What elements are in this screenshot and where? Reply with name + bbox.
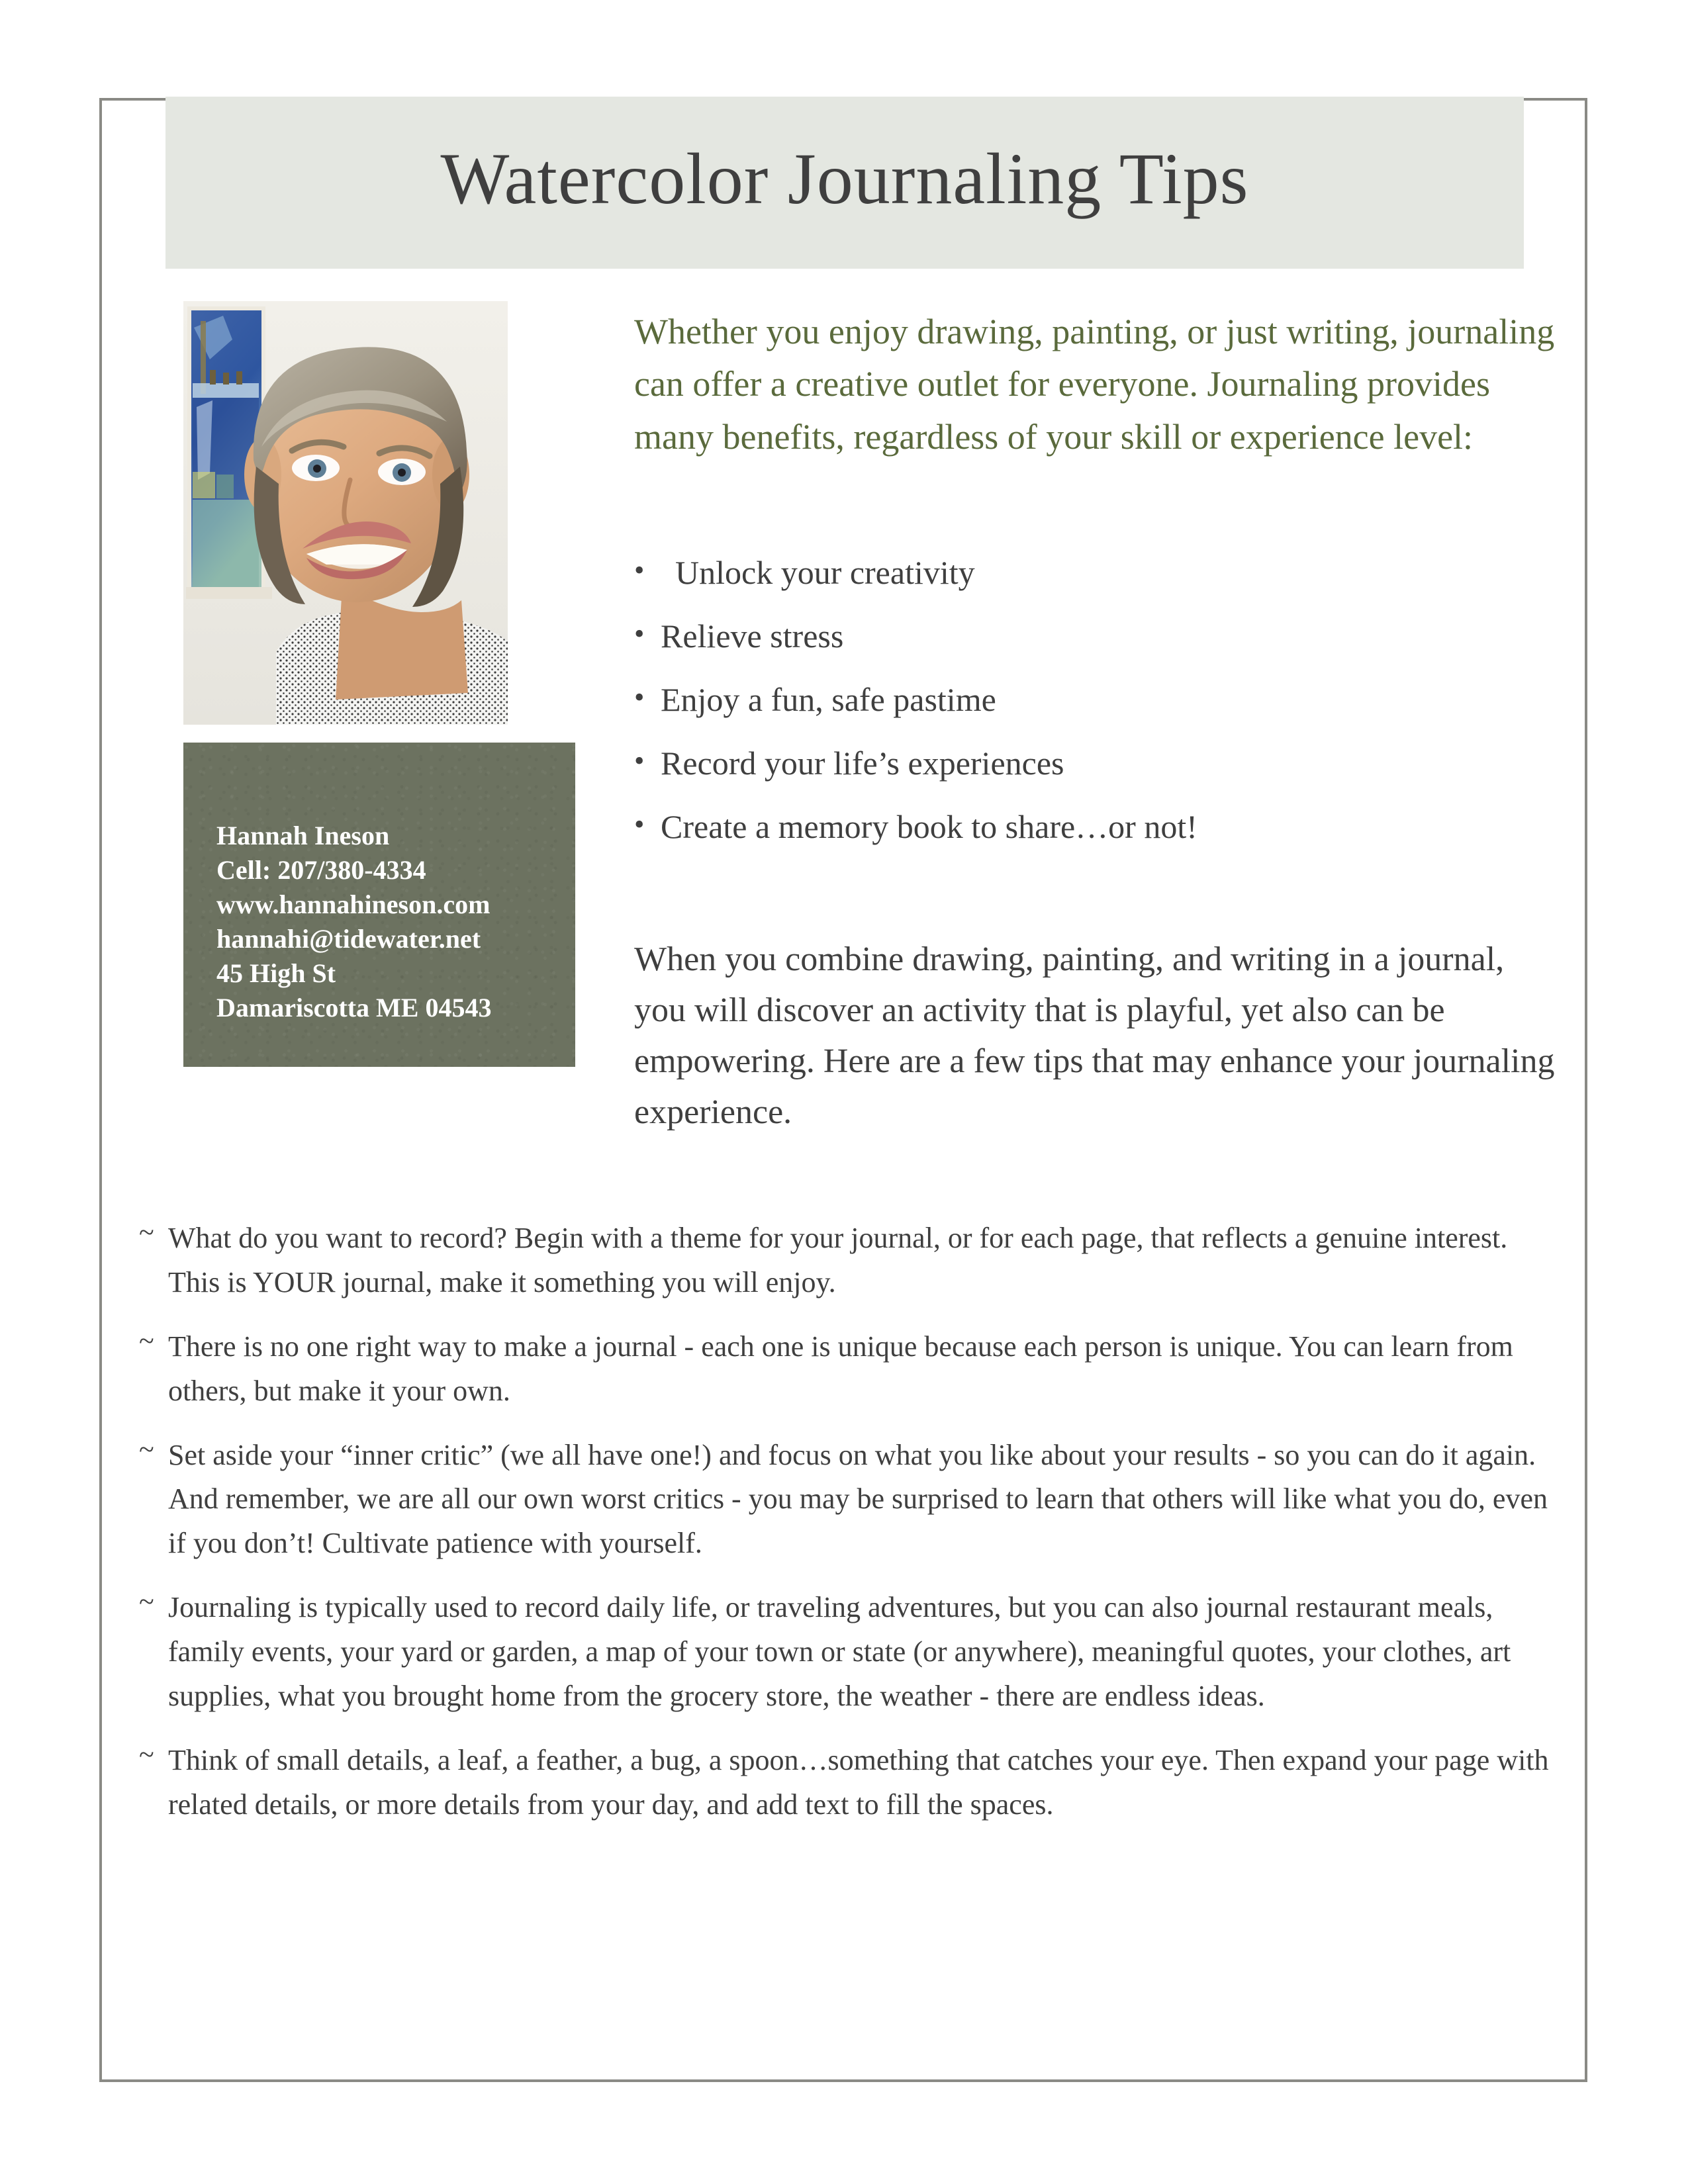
list-item xyxy=(139,1325,1549,1414)
tilde-bullet-icon: ~ xyxy=(139,1434,154,1465)
tilde-bullet-icon: ~ xyxy=(139,1739,154,1770)
list-item xyxy=(634,810,1495,843)
tip-text: Journaling is typically used to record daily life, or traveling adventures, but you can also journal restaurant meals, family events, your yard or garden, a map of your town or state (or anywhere), meaningful quotes, your clothes, art supplies, what you brought home from the grocery store, the weather - there are endless ideas. xyxy=(168,1591,1511,1712)
list-item xyxy=(139,1216,1549,1305)
bullet-dot-icon: • xyxy=(634,681,645,713)
bullet-dot-icon: • xyxy=(634,745,645,777)
contact-phone: Cell: 207/380-4334 xyxy=(216,855,426,885)
second-paragraph: When you combine drawing, painting, and writing in a journal, you will discover an activity that is playful, yet also can be empowering. Here are a few tips that may enhance your journaling experience. xyxy=(634,940,1555,1131)
tip-text: Set aside your “inner critic” (we all have one!) and focus on what you like about your results - so you can do it again. And remember, we are all our own worst critics - you may be surprised to learn that others will like what you do, even if you don’t! Cultivate patience with yourself. xyxy=(168,1438,1548,1560)
contact-email[interactable]: hannahi@tidewater.net xyxy=(216,924,481,954)
list-item xyxy=(634,683,1495,716)
contact-lines xyxy=(216,819,566,1025)
tip-text: Think of small details, a leaf, a feather, a bug, a spoon…something that catches your eye. Then expand your page with related details, or more details from your day, and add text to fill the spaces. xyxy=(168,1743,1549,1821)
benefit-label: Create a memory book to share…or not! xyxy=(661,808,1197,845)
author-portrait-photo xyxy=(183,301,508,725)
contact-name: Hannah Ineson xyxy=(216,821,390,850)
benefit-label: Unlock your creativity xyxy=(675,554,975,591)
benefit-label: Enjoy a fun, safe pastime xyxy=(661,681,996,718)
list-item xyxy=(634,556,1495,589)
list-item xyxy=(139,1433,1549,1567)
page-title: Watercolor Journaling Tips xyxy=(440,138,1249,219)
contact-info-card xyxy=(183,743,575,1067)
tilde-bullet-icon: ~ xyxy=(139,1218,154,1248)
list-item xyxy=(139,1739,1549,1827)
contact-street: 45 High St xyxy=(216,958,336,988)
list-item xyxy=(634,747,1495,780)
title-banner xyxy=(165,97,1524,269)
bullet-dot-icon: • xyxy=(634,554,645,586)
benefits-list xyxy=(634,556,1495,874)
tips-list xyxy=(139,1216,1549,1847)
tip-text: What do you want to record? Begin with a theme for your journal, or for each page, that reflects a genuine interest. This is YOUR journal, make it something you will enjoy. xyxy=(168,1222,1508,1298)
bullet-dot-icon: • xyxy=(634,617,645,650)
portrait-illustration xyxy=(183,301,508,725)
bullet-dot-icon: • xyxy=(634,808,645,841)
intro-paragraph: Whether you enjoy drawing, painting, or just writing, journaling can offer a creative outlet for everyone. Journaling provides many benefits, regardless of your skill or experience level: xyxy=(634,312,1555,457)
benefit-label: Record your life’s experiences xyxy=(661,745,1064,782)
benefit-label: Relieve stress xyxy=(661,617,844,655)
list-item xyxy=(634,619,1495,653)
tilde-bullet-icon: ~ xyxy=(139,1587,154,1618)
list-item xyxy=(139,1586,1549,1719)
tip-text: There is no one right way to make a journal - each one is unique because each person is unique. You can learn from others, but make it your own. xyxy=(168,1330,1513,1407)
tilde-bullet-icon: ~ xyxy=(139,1326,154,1357)
contact-city-state-zip: Damariscotta ME 04543 xyxy=(216,993,492,1023)
contact-website[interactable]: www.hannahineson.com xyxy=(216,889,491,919)
